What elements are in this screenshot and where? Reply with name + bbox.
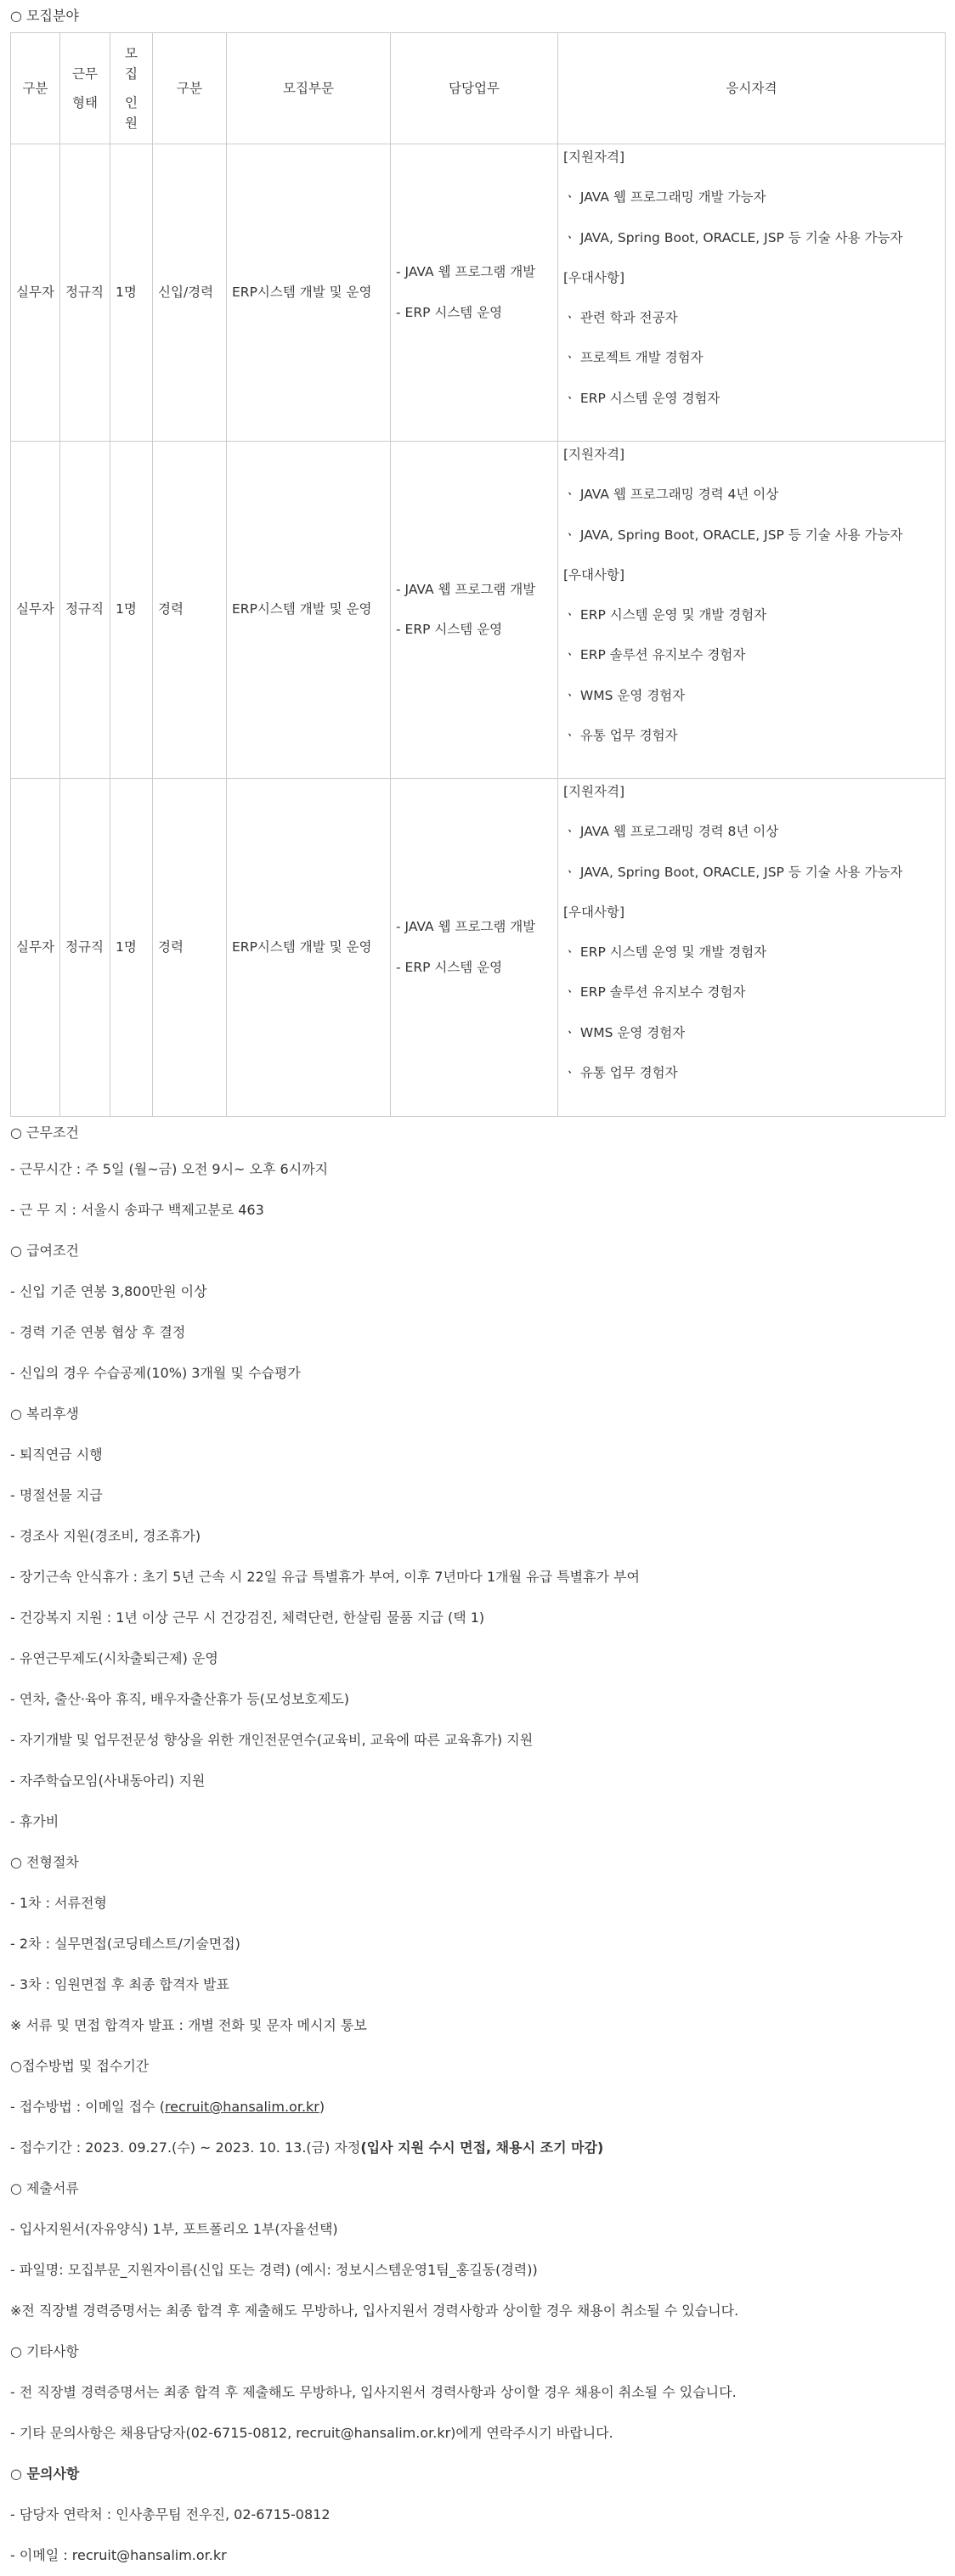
table-header-row [11, 33, 946, 144]
qualification-item: [지원자격] [563, 149, 624, 165]
application-method-suffix: ) [319, 2099, 325, 2115]
duty-item: - JAVA 웹 프로그램 개발 [396, 919, 536, 935]
header-duties: 담당업무 [391, 33, 558, 144]
duty-item: - ERP 시스템 운영 [396, 304, 503, 320]
qualification-item: [우대사항] [563, 904, 624, 920]
application-period-note: (입사 지원 수시 면접, 채용시 조기 마감) [360, 2139, 604, 2156]
benefits-line: - 퇴직연금 시행 [10, 1446, 103, 1463]
qualification-item: ㆍ JAVA, Spring Boot, ORACLE, JSP 등 기술 사용 가능자 [563, 229, 903, 245]
duty-item: - ERP 시스템 운영 [396, 959, 503, 975]
duty-item: - JAVA 웹 프로그램 개발 [396, 264, 536, 280]
salary-line: - 신입의 경우 수습공제(10%) 3개월 및 수습평가 [10, 1365, 301, 1381]
benefits-line: - 장기근속 안식휴가 : 초기 5년 근속 시 22일 유급 특별휴가 부여, 이후 7년마다 1개월 유급 특별휴가 부여 [10, 1569, 640, 1585]
qualification-item: ㆍ JAVA 웹 프로그래밍 경력 4년 이상 [563, 487, 779, 503]
cell-headcount: 1명 [110, 779, 153, 1117]
header-work-type [60, 33, 110, 144]
header-headcount-char: 인 [125, 95, 138, 110]
salary-heading: ○ 급여조건 [10, 1243, 79, 1259]
documents-line: - 입사지원서(자유양식) 1부, 포트폴리오 1부(자율선택) [10, 2221, 338, 2237]
qualification-item: ㆍ JAVA, Spring Boot, ORACLE, JSP 등 기술 사용 가능자 [563, 527, 903, 543]
cell-level: 경력 [153, 442, 227, 779]
header-department: 모집부문 [227, 33, 391, 144]
documents-heading: ○ 제출서류 [10, 2180, 79, 2196]
qualification-item: [우대사항] [563, 566, 624, 583]
cell-duties [391, 779, 558, 1117]
cell-qualifications [558, 442, 946, 779]
header-work-type-line: 근무 [72, 65, 98, 82]
cell-qualifications [558, 779, 946, 1117]
cell-category: 실무자 [11, 779, 60, 1117]
qualification-item: ㆍ ERP 시스템 운영 및 개발 경험자 [563, 944, 767, 960]
cell-work-type: 정규직 [60, 442, 110, 779]
process-line: - 1차 : 서류전형 [10, 1895, 107, 1911]
benefits-line: - 자주학습모임(사내동아리) 지원 [10, 1773, 206, 1789]
header-qualifications: 응시자격 [558, 33, 946, 144]
cell-duties [391, 442, 558, 779]
qualification-item: ㆍ ERP 시스템 운영 및 개발 경험자 [563, 607, 767, 623]
qualification-item: ㆍ JAVA 웹 프로그래밍 경력 8년 이상 [563, 824, 779, 840]
table-row [11, 144, 946, 442]
qualification-item: [지원자격] [563, 447, 624, 462]
email-link[interactable]: recruit@hansalim.or.kr [164, 2099, 319, 2115]
contact-line: - 이메일 : recruit@hansalim.or.kr [10, 2547, 227, 2563]
benefits-line: - 건강복지 지원 : 1년 이상 근무 시 건강검진, 체력단련, 한살림 물품 지급 (택 1) [10, 1609, 485, 1626]
contact-heading: ○ 문의사항 [10, 2466, 80, 2482]
contact-line: - 담당자 연락처 : 인사총무팀 전우진, 02-6715-0812 [10, 2506, 331, 2522]
benefits-line: - 명절선물 지급 [10, 1487, 103, 1503]
benefits-line: - 연차, 출산·육아 휴직, 배우자출산휴가 등(모성보호제도) [10, 1691, 349, 1707]
cell-department: ERP시스템 개발 및 운영 [227, 442, 391, 779]
header-work-type-line: 형태 [72, 95, 98, 110]
cell-qualifications [558, 144, 946, 442]
cell-level: 신입/경력 [153, 144, 227, 442]
cell-category: 실무자 [11, 442, 60, 779]
cell-work-type: 정규직 [60, 779, 110, 1117]
etc-line: - 전 직장별 경력증명서는 최종 합격 후 제출해도 무방하나, 입사지원서 경력사항과 상이할 경우 채용이 취소될 수 있습니다. [10, 2384, 737, 2400]
qualification-item: ㆍ 프로젝트 개발 경험자 [563, 350, 704, 366]
header-headcount-char: 모 [125, 45, 138, 61]
process-line: - 2차 : 실무면접(코딩테스트/기술면접) [10, 1936, 240, 1952]
table-row [11, 779, 946, 1117]
duty-item: - ERP 시스템 운영 [396, 622, 503, 637]
benefits-heading: ○ 복리후생 [10, 1406, 79, 1422]
benefits-line: - 휴가비 [10, 1813, 59, 1829]
header-category: 구분 [11, 33, 60, 144]
application-heading: ○접수방법 및 접수기간 [10, 2058, 150, 2074]
process-heading: ○ 전형절차 [10, 1854, 79, 1870]
conditions-line: - 근 무 지 : 서울시 송파구 백제고분로 463 [10, 1202, 264, 1218]
qualification-item: ㆍ ERP 솔루션 유지보수 경험자 [563, 984, 746, 1001]
cell-department: ERP시스템 개발 및 운영 [227, 779, 391, 1117]
application-method-prefix: - 접수방법 : 이메일 접수 ( [10, 2099, 165, 2115]
conditions-line: - 근무시간 : 주 5일 (월~금) 오전 9시~ 오후 6시까지 [10, 1161, 329, 1177]
cell-duties [391, 144, 558, 442]
salary-line: - 경력 기준 연봉 협상 후 결정 [10, 1324, 186, 1340]
qualification-item: [지원자격] [563, 784, 624, 799]
cell-headcount: 1명 [110, 442, 153, 779]
etc-line: - 기타 문의사항은 채용담당자(02-6715-0812, recruit@hansalim.or.kr)에게 연락주시기 바랍니다. [10, 2425, 613, 2441]
conditions-heading: ○ 근무조건 [10, 1125, 79, 1141]
benefits-line: - 유연근무제도(시차출퇴근제) 운영 [10, 1650, 218, 1666]
cell-headcount: 1명 [110, 144, 153, 442]
qualification-item: ㆍ JAVA 웹 프로그래밍 개발 가능자 [563, 189, 766, 206]
qualification-item: ㆍ ERP 솔루션 유지보수 경험자 [563, 647, 746, 663]
recruitment-heading: ○ 모집분야 [10, 8, 79, 24]
salary-line: - 신입 기준 연봉 3,800만원 이상 [10, 1283, 207, 1299]
qualification-item: ㆍ 유통 업무 경험자 [563, 727, 678, 743]
cell-category: 실무자 [11, 144, 60, 442]
application-period [10, 2128, 948, 2168]
table-row [11, 442, 946, 779]
recruitment-table [10, 32, 946, 1117]
header-level: 구분 [153, 33, 227, 144]
documents-line: - 파일명: 모집부문_지원자이름(신입 또는 경력) (예시: 정보시스템운영1팀_홍길동(경력)) [10, 2262, 538, 2278]
application-method [10, 2087, 948, 2128]
benefits-line: - 자기개발 및 업무전문성 향상을 위한 개인전문연수(교육비, 교육에 따른 교육휴가) 지원 [10, 1732, 534, 1748]
qualification-item: ㆍ JAVA, Spring Boot, ORACLE, JSP 등 기술 사용 가능자 [563, 864, 903, 880]
benefits-line: - 경조사 지원(경조비, 경조휴가) [10, 1528, 201, 1544]
process-line: - 3차 : 임원면접 후 최종 합격자 발표 [10, 1976, 229, 1993]
duty-item: - JAVA 웹 프로그램 개발 [396, 581, 536, 597]
qualification-item: ㆍ WMS 운영 경험자 [563, 687, 686, 703]
header-headcount-char: 집 [125, 65, 138, 82]
cell-level: 경력 [153, 779, 227, 1117]
qualification-item: ㆍ WMS 운영 경험자 [563, 1024, 686, 1040]
header-headcount-char: 원 [125, 116, 138, 132]
qualification-item: ㆍ 관련 학과 전공자 [563, 310, 678, 325]
qualification-item: ㆍ 유통 업무 경험자 [563, 1064, 678, 1080]
header-headcount [110, 33, 153, 144]
qualification-item: ㆍ ERP 시스템 운영 경험자 [563, 390, 720, 406]
etc-heading: ○ 기타사항 [10, 2343, 79, 2359]
cell-work-type: 정규직 [60, 144, 110, 442]
cell-department: ERP시스템 개발 및 운영 [227, 144, 391, 442]
process-line: ※ 서류 및 면접 합격자 발표 : 개별 전화 및 문자 메시지 통보 [10, 2017, 367, 2033]
qualification-item: [우대사항] [563, 269, 624, 285]
documents-line: ※전 직장별 경력증명서는 최종 합격 후 제출해도 무방하나, 입사지원서 경력사항과 상이할 경우 채용이 취소될 수 있습니다. [10, 2303, 739, 2319]
application-period-text: - 접수기간 : 2023. 09.27.(수) ~ 2023. 10. 13.(금) 자정 [10, 2139, 361, 2156]
